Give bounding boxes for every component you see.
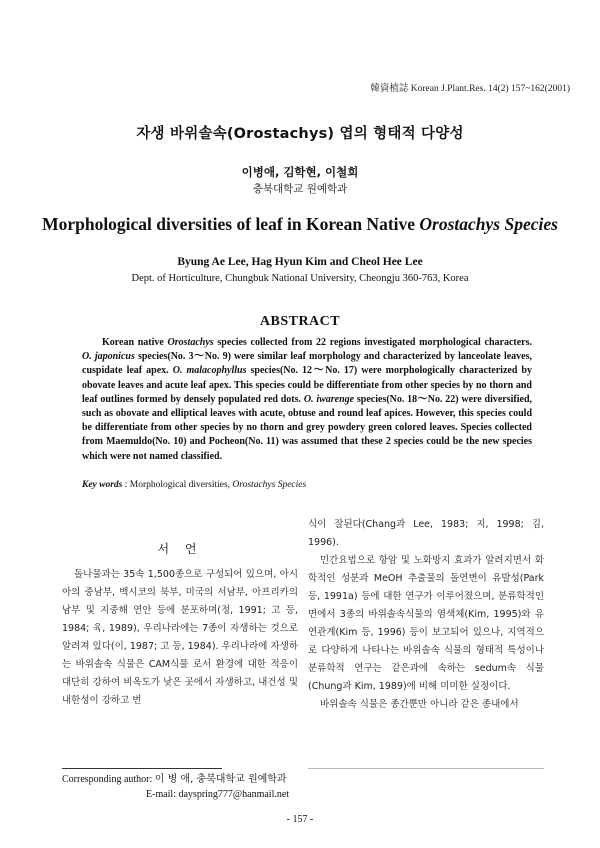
english-title-italic: Orostachys Species	[419, 214, 558, 234]
species-name: O. japonicus	[82, 351, 135, 363]
english-affiliation: Dept. of Horticulture, Chungbuk National University, Cheongju 360-763, Korea	[131, 273, 469, 284]
species-name: Orostachys	[167, 337, 214, 348]
journal-header: 韓資植誌 Korean J.Plant.Res. 14(2) 157~162(2001)	[370, 84, 570, 94]
footnote	[62, 772, 462, 802]
footnote-rule	[62, 768, 222, 769]
abstract-text: species(No. 18～No. 22) were diversified, such as obovate and elliptical leaves with acute, obtuse and round leaf apices. However, this species could be differentiate from other species by no thorn and grey powdery green colored leaves. Species collected from Maemuldo(No. 10) and Pocheon(No. 11) was assumed that these 2 species could be the new species which were not named classified.	[82, 393, 533, 462]
intro-paragraph: 바위솔속 식물은 종간뿐만 아니라 같은 종내에서	[320, 699, 519, 710]
left-column	[62, 566, 298, 710]
corresponding-name: 이 병 애, 충북대학교 원예학과	[154, 774, 287, 785]
corresponding-author	[62, 772, 462, 787]
species-name: O. iwarenge	[303, 393, 355, 405]
english-authors: Byung Ae Lee, Hag Hyun Kim and Cheol Hee Lee	[177, 256, 423, 268]
column-rule	[308, 768, 544, 769]
abstract-text: species(No. 3～No. 9) were similar leaf morphology and characterized by lanceolate leaves, cuspidate leaf apex.	[82, 351, 532, 377]
keywords-text: : Morphological diversities,	[122, 480, 233, 490]
intro-heading: 서 언	[157, 542, 203, 556]
keywords	[82, 480, 532, 490]
english-title	[0, 214, 600, 235]
abstract-heading: ABSTRACT	[259, 314, 341, 329]
korean-authors: 이병애, 김학현, 이철희	[241, 165, 359, 179]
korean-affiliation: 충북대학교 원예학과	[252, 183, 348, 195]
intro-paragraph: 돌나물과는 35속 1,500종으로 구성되어 있으며, 아시아의 중남부, 백시코의 북부, 미국의 서남부, 아프리카의 남부 및 지중해 연안 등에 분포하며(정, 1991; 고 등, 1984; 육, 1989), 우리나라에는 7종이 자생하는 것으로 알려져 있다(이, 1987; 고 등, 1984). 우리나라에 자생하는 바위솔속 식물은 CAM식물 로서 환경에 대한 적응이 대단히 강하여 비옥도가 낮은 곳에서 자생하고, 내건성 및 내한성이 강하고 번	[62, 569, 298, 706]
abstract-body	[82, 336, 532, 464]
intro-paragraph: 식이 잘된다(Chang과 Lee, 1983; 지, 1998; 김, 1996).	[308, 519, 544, 548]
page-number: - 157 -	[286, 814, 314, 825]
corresponding-email: E-mail: dayspring777@hanmail.net	[146, 789, 290, 800]
keywords-italic: Orostachys Species	[232, 480, 307, 490]
intro-paragraph: 민간요법으로 항암 및 노화방지 효과가 알려지면서 화학적인 성분과 MeOH 추출물의 돌연변이 유발성(Park 등, 1991a) 등에 대한 연구가 이루어졌으며, 분류학적인 면에서 3종의 바위솔속식물의 염색체(Kim, 1995)와 유연관계(Kim 등, 1996) 등이 보고되어 있으나, 지역적으로 다양하게 나타나는 바위솔속 식물의 형태적 특성이나 분류학적 연구는 같은과에 속하는 sedum속 식물(Chung과 Kim, 1989)에 비해 미미한 실정이다.	[308, 555, 544, 692]
english-title-main: Morphological diversities of leaf in Korean Native	[42, 214, 420, 234]
abstract-text: Korean native	[102, 337, 168, 348]
abstract-text: species(No. 12～No. 17) were morphologically characterized by obovate leaves and acute leaf apex. This species could be differentiate from other species by no thorn and leaf outlines formed by densely populated red dots.	[82, 365, 532, 405]
korean-title: 자생 바위솔속(Orostachys) 엽의 형태적 다양성	[136, 126, 464, 142]
corresponding-label: Corresponding author:	[62, 774, 153, 785]
abstract-text: species collected from 22 regions investigated morphological characters.	[213, 337, 532, 348]
species-name: O. malacophyllus	[172, 365, 247, 377]
right-column	[308, 516, 544, 714]
keywords-label: Key words	[82, 480, 123, 490]
